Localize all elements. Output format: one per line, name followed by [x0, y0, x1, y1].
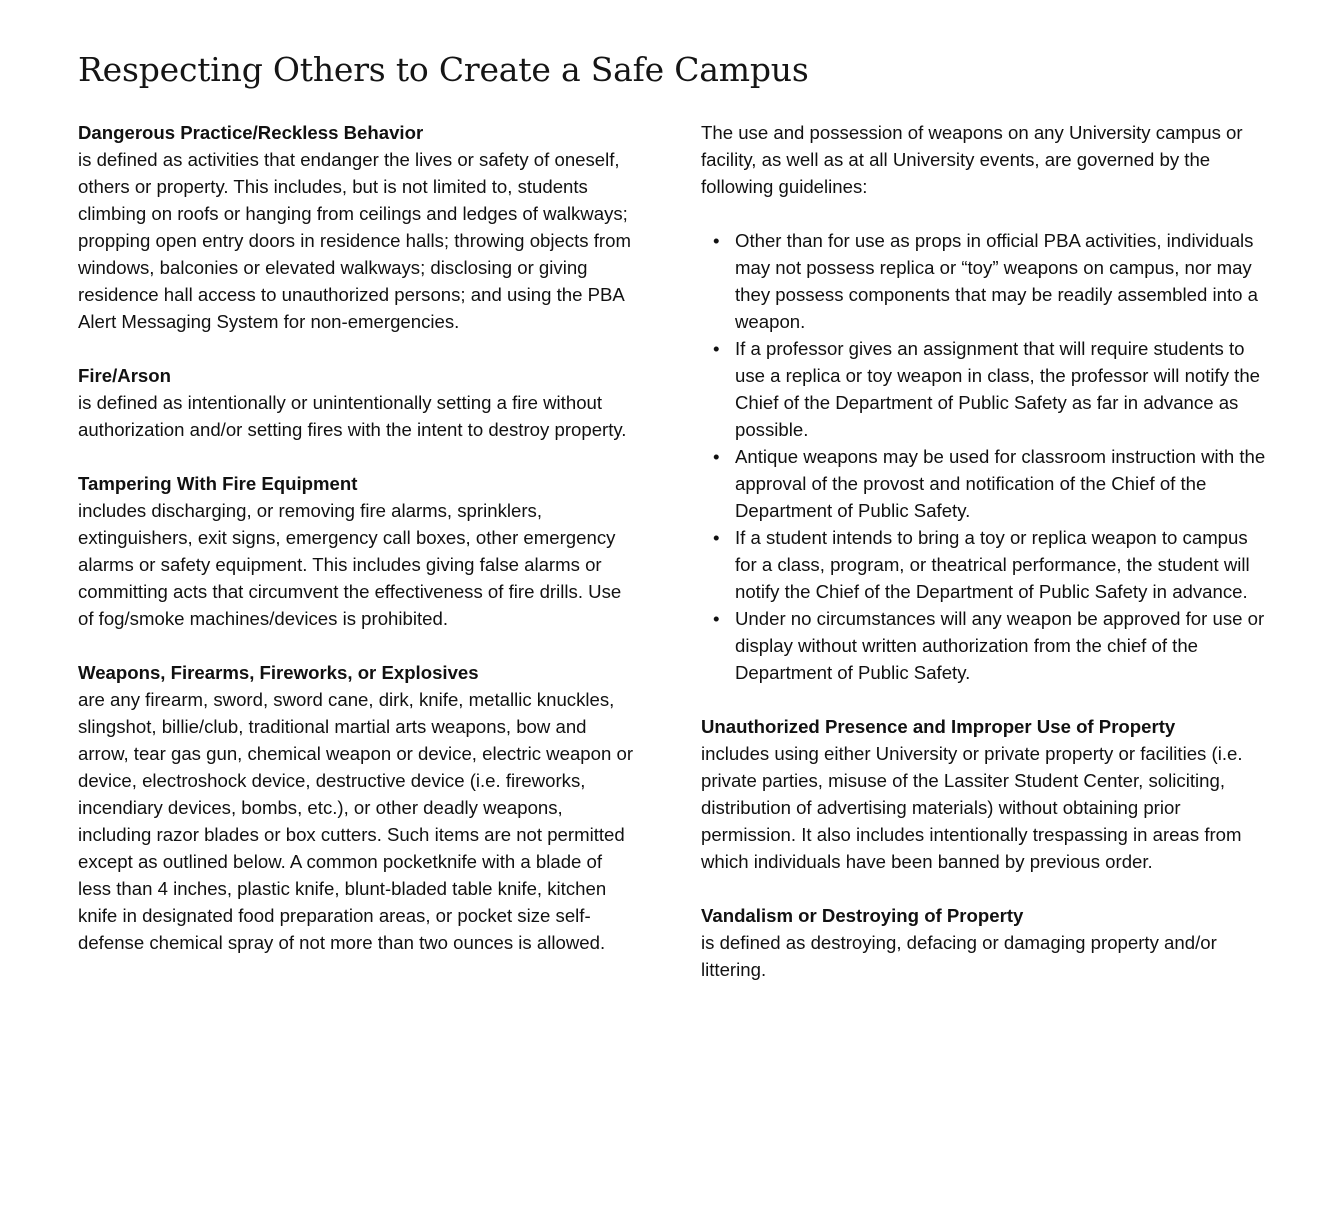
section-heading: Unauthorized Presence and Improper Use of Property [701, 716, 1176, 737]
page-title: Respecting Others to Create a Safe Campus [78, 50, 809, 89]
section-text: are any firearm, sword, sword cane, dirk, knife, metallic knuckles, slingshot, billie/club, traditional martial arts weapons, bow and arrow, tear gas gun, chemical weapon or device, electric weapon or device, electroshock device, destructive device (i.e. fireworks, incendiary devices, bombs, etc.), or other deadly weapons, including razor blades or box cutters. Such items are not permitted except as outlined below. A common pocketknife with a blade of less than 4 inches, plastic knife, blunt-bladed table knife, kitchen knife in designated food preparation areas, or pocket size self-defense chemical spray of not more than two ounces is allowed. [78, 689, 634, 953]
section-unauthorized-presence [701, 713, 1266, 875]
list-item: • Under no circumstances will any weapon be approved for use or display without written authorization from the chief of the Department of Public Safety. [735, 605, 1266, 686]
section-fire-arson [78, 362, 638, 443]
list-item: • If a student intends to bring a toy or replica weapon to campus for a class, program, or theatrical performance, the student will notify the Chief of the Department of Public Safety in advance. [735, 524, 1266, 605]
list-item: • Antique weapons may be used for classroom instruction with the approval of the provost and notification of the Chief of the Department of Public Safety. [735, 443, 1266, 524]
list-item: • Other than for use as props in official PBA activities, individuals may not possess replica or “toy” weapons on campus, nor may they possess components that may be readily assembled into a weapon. [735, 227, 1266, 335]
section-heading: Weapons, Firearms, Fireworks, or Explosives [78, 662, 479, 683]
section-heading: Vandalism or Destroying of Property [701, 905, 1024, 926]
section-tampering-fire-equipment [78, 470, 638, 632]
section-vandalism [701, 902, 1266, 983]
intro-text: The use and possession of weapons on any University campus or facility, as well as at all University events, are governed by the following guidelines: [701, 122, 1243, 197]
section-heading: Dangerous Practice/Reckless Behavior [78, 122, 424, 143]
list-item: • If a professor gives an assignment that will require students to use a replica or toy weapon in class, the professor will notify the Chief of the Department of Public Safety as far in advance as possible. [735, 335, 1266, 443]
section-weapons [78, 659, 638, 956]
section-dangerous-practice [78, 119, 638, 335]
section-heading: Fire/Arson [78, 365, 171, 386]
section-text: includes using either University or private property or facilities (i.e. private parties, misuse of the Lassiter Student Center, soliciting, distribution of advertising materials) without obtaining prior permission. It also includes intentionally trespassing in areas from which individuals have been banned by previous order. [701, 743, 1243, 872]
section-heading: Tampering With Fire Equipment [78, 473, 358, 494]
weapons-guidelines-intro [701, 119, 1266, 200]
right-column [701, 119, 1266, 1010]
section-text: is defined as intentionally or unintentionally setting a fire without authorization and/or setting fires with the intent to destroy property. [78, 392, 627, 440]
section-text: is defined as activities that endanger the lives or safety of oneself, others or property. This includes, but is not limited to, students climbing on roofs or hanging from ceilings and ledges of walkways; propping open entry doors in residence halls; throwing objects from windows, balconies or elevated walkways; disclosing or giving residence hall access to unauthorized persons; and using the PBA Alert Messaging System for non-emergencies. [78, 149, 631, 332]
section-text: is defined as destroying, defacing or damaging property and/or littering. [701, 932, 1217, 980]
left-column [78, 119, 638, 983]
weapons-guidelines-list [701, 227, 1266, 686]
section-text: includes discharging, or removing fire alarms, sprinklers, extinguishers, exit signs, emergency call boxes, other emergency alarms or safety equipment. This includes giving false alarms or committing acts that circumvent the effectiveness of fire drills. Use of fog/smoke machines/devices is prohibited. [78, 500, 622, 629]
